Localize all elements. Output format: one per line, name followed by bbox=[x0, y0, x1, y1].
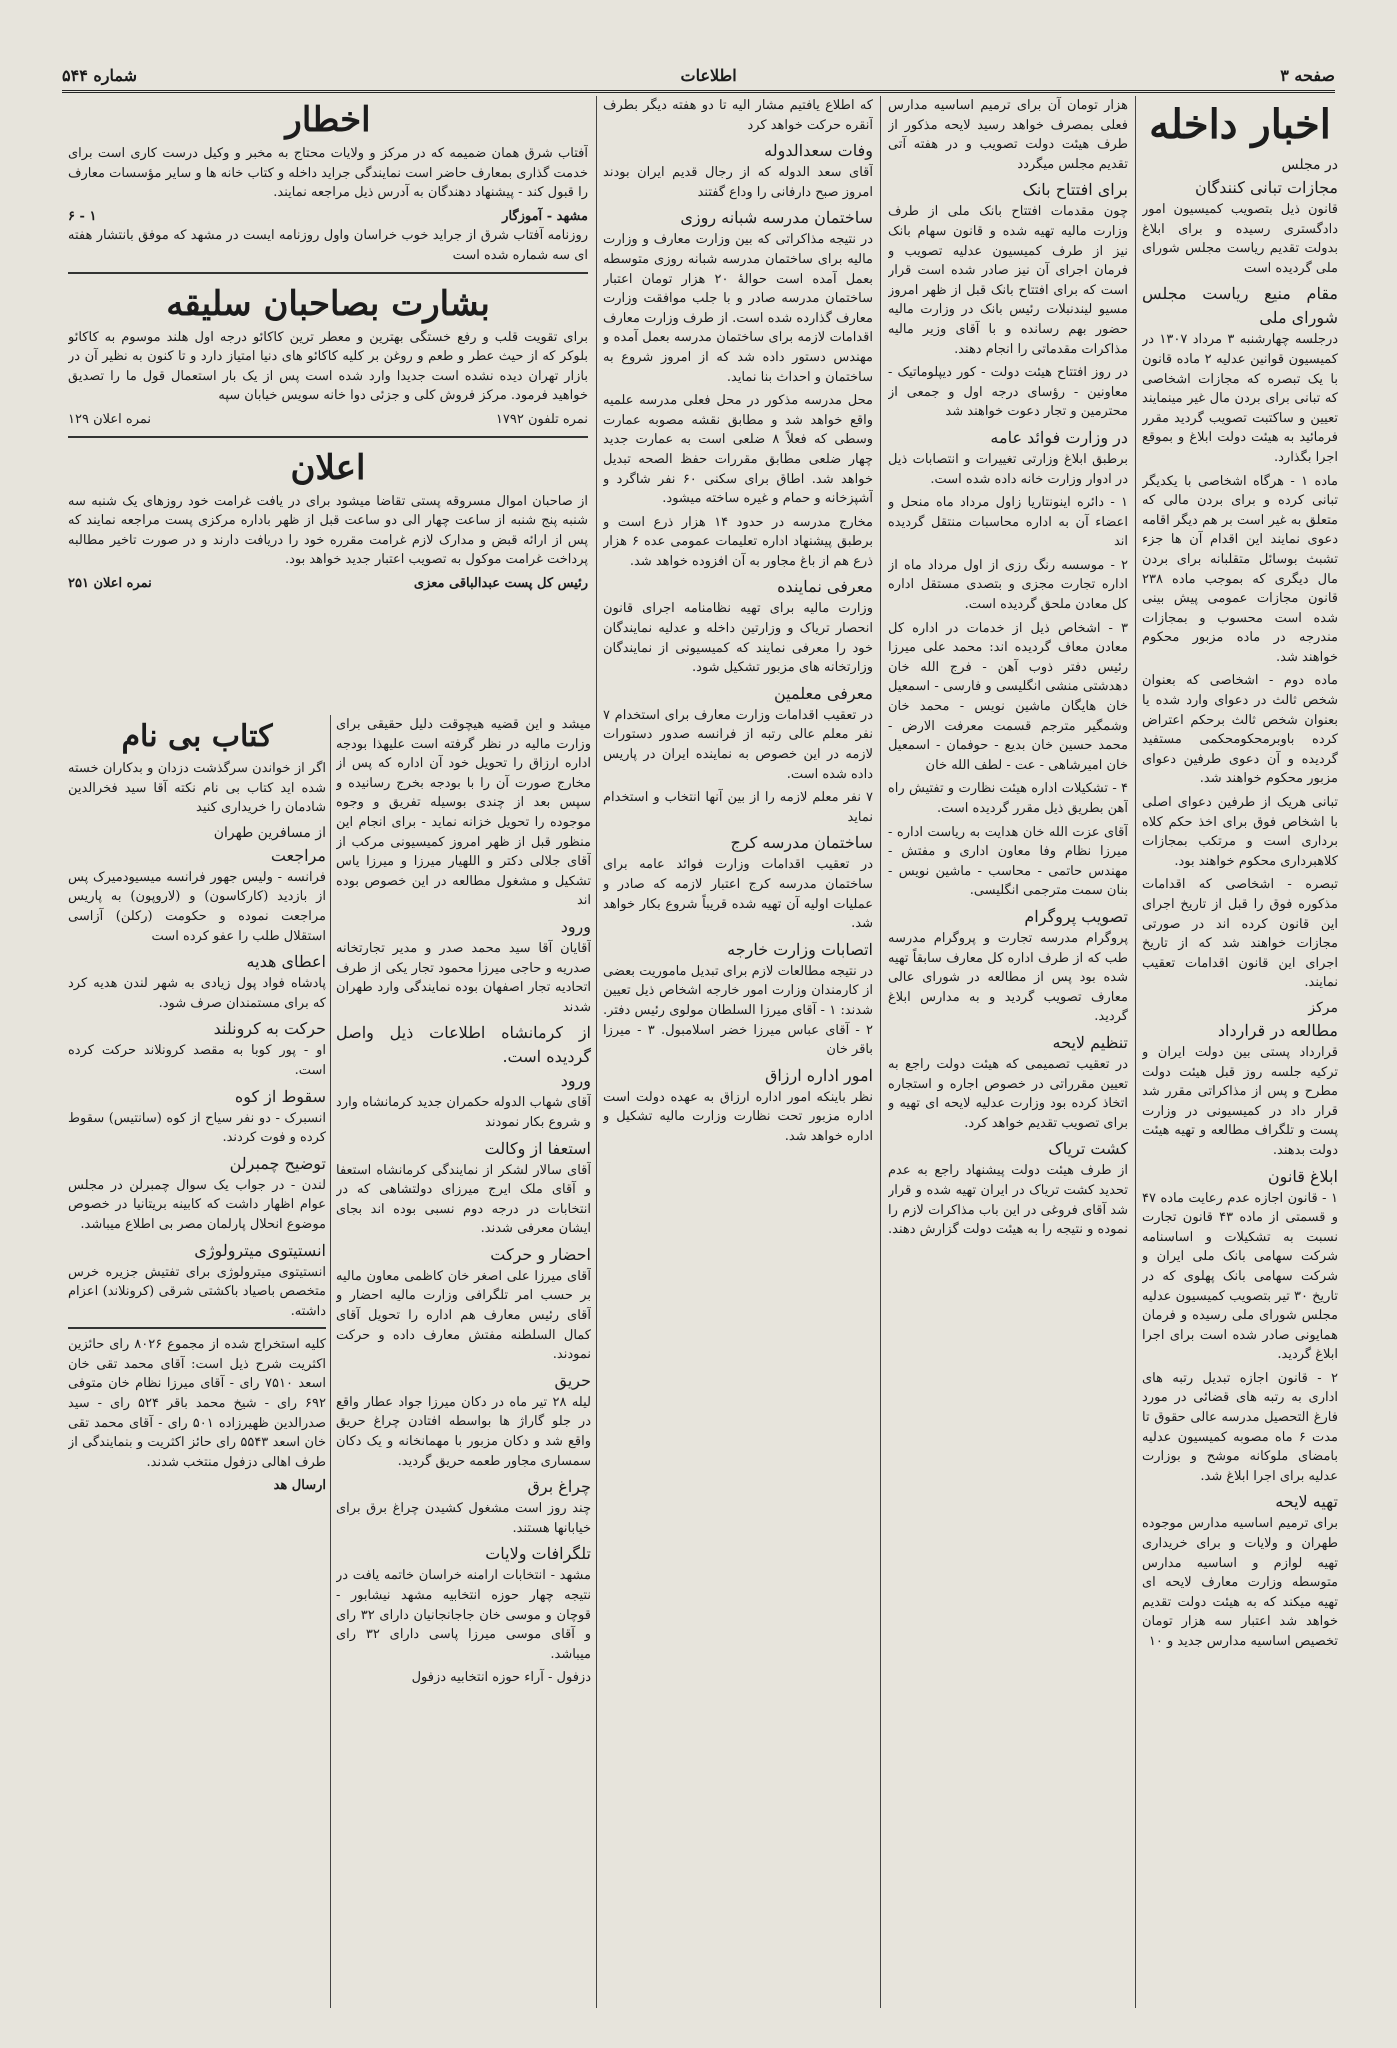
headline: مقام منیع ریاست مجلس شورای ملی bbox=[1142, 284, 1338, 328]
section-title: اخبار داخله bbox=[1149, 101, 1331, 148]
section-subtitle: مرکز bbox=[1308, 999, 1338, 1016]
paragraph: ۲ - موسسه رنگ رزی از اول مرداد ماه از اداره تجارت مجزی و بتصدی مستقل اداره کل معادن ملحق گردیده است. bbox=[888, 557, 1128, 613]
paragraph: او - پور کوبا به مقصد کرونلاند حرکت کرده است. bbox=[68, 1043, 326, 1078]
paragraph: در تعقیب اقدامات وزارت معارف برای استخدام ۷ نفر معلم عالی رتبه از فرانسه صدور دستورات لازمه در این خصوص به نماینده ایران در پاریس داده شده است. bbox=[603, 707, 873, 782]
column-divider bbox=[596, 96, 597, 2008]
headline: چراغ برق bbox=[527, 1477, 591, 1497]
paragraph: فرانسه - ولیس جهور فرانسه میسیودمیرک پس از بازدید (کارکاسون) و (لاروپون) به پاریس مراجعت نموده و حکومت (رکلن) آزاسی استقلال طلب را عفو کرده است bbox=[68, 869, 326, 944]
headline: کشت تریاک bbox=[1048, 1139, 1128, 1159]
paragraph: نظر باینکه امور اداره ارزاق به عهده دولت است اداره مزبور تحت نظارت وزارت مالیه تشکیل و اداره خواهد شد. bbox=[603, 1089, 873, 1144]
headline: اعطای هدیه bbox=[246, 952, 326, 972]
paragraph: ۱ - قانون اجازه عدم رعایت ماده ۴۷ و قسمتی از ماده ۴۳ قانون تجارت نسبت به تشکیلات و اساسنامه شرکت سهامی بانک ملی ایران و شرکت سهامی بانک پهلوی که در تاریخ ۳۰ تیر بتصویب کمیسیون عدلیه مجلس شورای ملی رسیده و فرمان همایونی صادر شده است برای اجرا ابلاغ گردید. bbox=[1142, 1190, 1338, 1363]
issue-number: شماره ۵۴۴ bbox=[62, 65, 137, 85]
paragraph: لیله ۲۸ تیر ماه در دکان میرزا جواد عطار واقع در جلو گاراژ ها بواسطه افتادن چراغ حریق واقع شد و دکان مزبور با مهمانخانه و یک دکان سمساری مجاور طعمه حریق گردید. bbox=[336, 1394, 591, 1469]
divider bbox=[68, 1327, 326, 1329]
headline: انستیتوی میترولوژی bbox=[194, 1240, 326, 1260]
headline: مراجعت bbox=[270, 845, 326, 865]
paragraph: قانون ذیل بتصویب کمیسیون امور دادگستری رسیده و برای ابلاغ بدولت تقدیم ریاست مجلس شورای ملی گردیده است bbox=[1142, 202, 1338, 276]
paragraph: ۱ - دائره اینونتاریا زاول مرداد ماه منحل و اعضاء آن به اداره محاسبات منتقل گردیده اند bbox=[888, 495, 1128, 550]
paragraph: برای تقویت قلب و رفع خستگی بهترین و معطر ترین کاکائو درجه اول هلند موسوم به کاکائو بلوکر که از حیث عطر و طعم و روغن بر کلیه کاکائو های دنیا امتیاز دارد و تا کنون به نظیر آن در بازار تهران دیده نشده است جدیدا وارد شده است پس از یک بار استعمال قول ما را تصدیق خواهید فرمود. مرکز فروش کلی و جزئی دوا خانه سویس خیابان سپه bbox=[68, 329, 588, 404]
headline: در وزارت فوائد عامه bbox=[990, 427, 1128, 447]
headline: مطالعه در قرارداد bbox=[1217, 1020, 1338, 1040]
paragraph: پروگرام مدرسه تجارت و پروگرام مدرسه طب که از طرف اداره کل معارف سابقاً تهیه شده بود پس از مطالعه در شورای عالی معارف تصویب گردید و به مدارس ابلاغ گردید. bbox=[888, 930, 1128, 1025]
paragraph: ۲ - قانون اجازه تبدیل رتبه های اداری به رتبه های قضائی در مورد فارغ التحصیل مدرسه عالی حقوق تا مدت ۶ ماه مصوبه کمیسیون عدلیه بامضای ملوکانه موشح و بوزارت عدلیه برای اجرا ابلاغ شد. bbox=[1142, 1370, 1338, 1484]
paper-name: اطلاعات bbox=[680, 65, 737, 85]
paragraph: آقای سالار لشکر از نمایندگی کرمانشاه استعفا و آقای ملک ایرج میرزای دولتشاهی که در انتخابات در درجه دوم نسبی بوده اند بجای ایشان معرفی شدند. bbox=[336, 1162, 591, 1237]
ad-numbers bbox=[68, 410, 588, 430]
ad-title: اعلان bbox=[290, 447, 366, 488]
divider bbox=[68, 272, 588, 274]
page-header bbox=[62, 60, 1335, 90]
paragraph: وزارت مالیه برای تهیه نظامنامه اجرای قانون انحصار تریاک و وزارتین داخله و عدلیه نمایندگان خود را معرفی نمایند که کمیسیونی از نمایندگان وزارتخانه های مزبور تشکیل شود. bbox=[603, 601, 873, 676]
ad-title: کتاب بی نام bbox=[121, 719, 273, 754]
column-provinces bbox=[336, 715, 591, 2030]
paragraph: آقای عزت الله خان هدایت به ریاست اداره - میرزا نظام وفا معاون اداری و مفتش - مهندس حاتمی - محاسب - ماشین نویس - بنان سمت مترجمی انگلیسی. bbox=[888, 824, 1128, 899]
signature-row bbox=[68, 207, 588, 227]
headline: وفات سعدالدوله bbox=[764, 141, 873, 161]
column-divider bbox=[880, 96, 881, 2008]
paragraph: کلیه استخراج شده از مجموع ۸۰۲۶ رای حائزین اکثریت شرح ذیل است: آقای محمد تقی خان اسعد ۷۵۱۰ رای - آقای میرزا نظام خان متوفی ۶۹۲ رای - شیخ محمد باقر ۵۲۴ رای - سید صدرالدین ظهیرزاده ۵۰۱ رای - آقای محمد تقی خان اسعد ۵۵۴۳ رای حائز اکثریت و بنمایندگی از طرف اهالی دزفول منتخب شدند. bbox=[68, 1337, 326, 1470]
header-rule bbox=[62, 90, 1335, 93]
headline: حریق bbox=[554, 1370, 591, 1390]
paragraph: از صاحبان اموال مسروقه پستی تقاضا میشود برای در یافت غرامت خود روزهای یک شنبه سه شنبه پنج شنبه از ساعت چهار الی دو ساعت قبل از ظهر باداره مرکزی پست مراجعه نمایند که پس از ارائه قبض و مدارک لازم غرامت مقرره خود را دریافت دارند و در صورت تاخیر مطالبه پرداخت غرامت موکول به تصویب اعتبار جدید خواهد بود. bbox=[68, 493, 588, 568]
paragraph: برطبق ابلاغ وزارتی تغییرات و انتصابات ذیل در ادوار وزارت خانه داده شده است. bbox=[888, 451, 1128, 487]
headline: اتصابات وزارت خارجه bbox=[727, 939, 873, 959]
headline: ورود bbox=[560, 1071, 591, 1091]
paragraph: انستیتوی میترولوژی برای تفتیش جزیره خرس متخصص باصیاد باکشتی شرقی (کرونلاند) اعزام داشته. bbox=[68, 1264, 326, 1319]
paragraph: ۷ نفر معلم لازمه را از بین آنها انتخاب و استخدام نماید bbox=[603, 790, 873, 825]
paragraph: محل مدرسه مذکور در محل فعلی مدرسه علمیه واقع خواهد شد و مطابق نقشه مصوبه عمارت وسطی که فعلاً ۸ ضلعی است به عمارت جدید چهار ضلعی مطابق مقررات حفظ الصحه تبدیل خواهد شد. اطاق برای سکنی ۶۰ نفر شاگرد و آشپزخانه و حمام و غیره ساخته میشود. bbox=[603, 393, 873, 507]
paragraph: چند روز است مشغول کشیدن چراغ برق برای خیابانها هستند. bbox=[336, 1501, 591, 1536]
headline: تلگرافات ولایات bbox=[485, 1544, 591, 1564]
paragraph: مشهد - انتخابات ارامنه خراسان خاتمه یافت در نتیجه چهار حوزه انتخابیه مشهد نیشابور - قوچان و موسی خان جاجانجانیان دارای ۳۲ رای و آقای موسی میرزا پاسی دارای ۳۲ رای میباشد. bbox=[336, 1568, 591, 1662]
divider bbox=[68, 436, 588, 438]
headline: ساختمان مدرسه شبانه روزی bbox=[680, 208, 873, 228]
headline: برای افتتاح بانک bbox=[1022, 180, 1128, 200]
headline: از کرمانشاه اطلاعات ذیل واصل گردیده است. bbox=[336, 1023, 591, 1067]
paragraph: ۴ - تشکیلات اداره هیئت نظارت و تفتیش راه آهن بطریق ذیل مقرر گردیده است. bbox=[888, 781, 1128, 816]
ad-number: نمره اعلان ۱۲۹ bbox=[68, 411, 152, 427]
column-divider bbox=[1135, 96, 1136, 2008]
paragraph: قرارداد پستی بین دولت ایران و ترکیه جلسه روز قبل هیئت دولت مطرح و پس از مذاکراتی مقرر شد قرار داد در کمیسیونی در وزارت پست و تلگراف مطالعه و تهیه هیئت دولت بدهند. bbox=[1142, 1044, 1338, 1158]
paragraph: چون مقدمات افتتاح بانک ملی از طرف وزارت مالیه تهیه شده و قانون سهام بانک نیز از طرف کمیسیون عدلیه تصویب و فرمان اجرای آن نیز صادر شده است قرار است که برای افتتاح بانک قبل از ظهر امروز مسیو لیندنبلات رئیس بانک در وزارت مالیه حضور بهم رسانده و با آقای وزیر مالیه مذاکرات مقدماتی را انجام دهند. bbox=[888, 204, 1128, 357]
ad-title: بشارت بصاحبان سلیقه bbox=[166, 283, 490, 324]
paragraph: ماده دوم - اشخاصی که بعنوان شخص ثالث در دعوای وارد شده یا بعنوان شخص ثالث برحکم اعتراض کرده باوبرمحکومحکمی مستفید گردیده و آن دعوی طرفین دعوای مزبور محکوم خواهند شد. bbox=[1142, 673, 1338, 787]
paragraph: در تعقیب تصمیمی که هیئت دولت راجع به تعیین مقرراتی در خصوص اجاره و استجاره اتخاذ کرده بود وزارت عدلیه لایحه ای تهیه و برای تصویب تقدیم خواهد کرد. bbox=[888, 1056, 1128, 1131]
paragraph: از طرف هیئت دولت پیشنهاد راجع به عدم تحدید کشت تریاک در ایران تهیه شده و قرار شد آقای فروغی در این باب مذاکرات لازم را نموده و نتیجه را به هیئت دولت گزارش دهند. bbox=[888, 1163, 1128, 1238]
phone-number: نمره تلفون ۱۷۹۲ bbox=[495, 411, 588, 427]
paragraph: درجلسه چهارشنبه ۳ مرداد ۱۳۰۷ در کمیسیون قوانین عدلیه ۲ ماده قانون با یک تبصره که مجازات اشخاصی که تبانی برای بردن مال غیر مینمایند تعیین و ساکتبت تصویب گردید مقرر فرمائید به هیئت دولت ابلاغ و بموقع اجرا بگذارد. bbox=[1142, 332, 1338, 465]
paragraph: برای ترمیم اساسیه مدارس موجوده طهران و ولایات و برای خریداری تهیه لوازم و اساسیه مدارس متوسطه وزارت معارف لایحه ای تهیه میکند که به هیئت دولت تقدیم خواهد شد اعتبار سه هزار تومان تخصیص اساسیه مدارس جدید و ۱۰ bbox=[1142, 1516, 1338, 1649]
column-domestic-news bbox=[1142, 96, 1338, 2031]
headline: حرکت به کرونلند bbox=[213, 1019, 326, 1039]
paragraph: مخارج مدرسه در حدود ۱۴ هزار ذرع است و برطبق پیشنهاد اداره تعلیمات عمومی عده ۶ هزار ذرع هم از باغ مجاور به آن افزوده خواهد شد. bbox=[603, 514, 873, 569]
ad-number: نمره اعلان ۲۵۱ bbox=[68, 575, 152, 591]
paragraph: میشد و این قضیه هیچوقت دلیل حقیقی برای وزارت مالیه در نظر گرفته است علیهذا بودجه اداره ارزاق را تحویل خود آن اداره که پس از مخارج صورت آن را با بودجه بخرج رسانیده و سپس بعد از چندی بوسیله تفریق و وجوه موجوده را تحویل خزانه نماید - برای انجام این منظور قبل از ظهر امروز کمیسیونی مرکب از آقای جلالی دکتر و اللهیار میرزا و میرزا یاس تشکیل و مشغول مطالعه در این خصوص بوده اند bbox=[336, 717, 591, 909]
page-number: صفحه ۳ bbox=[1280, 65, 1335, 85]
section-subtitle: در مجلس bbox=[1281, 157, 1338, 173]
headline: استعفا از وکالت bbox=[484, 1138, 591, 1158]
paragraph: انسبرک - دو نفر سیاح از کوه (سانتیس) سقوط کرده و فوت کردند. bbox=[68, 1110, 326, 1146]
paragraph: در نتیجه مطالعات لازم برای تبدیل ماموریت بعضی از کارمندان وزارت امور خارجه اشخاص ذیل تعیین شدند: ۱ - آقای میرزا السلطان مولوی رئیس دفتر. ۲ - آقای عباس میرزا خضر اسلامبول. ۳ - میرزا باقر خان bbox=[603, 963, 873, 1058]
paragraph: در روز افتتاح هیئت دولت - کور دیپلوماتیک - معاونین - رؤسای درجه اول و جمعی از محترمین و تجار دعوت خواهند شد bbox=[888, 365, 1128, 420]
paragraph: تبانی هریک از طرفین دعوای اصلی با اشخاص فوق برای اخذ حکم کلاه برداری است و مرتکب بمجازات کلاهبرداری محکوم خواهند بود. bbox=[1142, 795, 1338, 869]
column-foreign-news bbox=[68, 715, 326, 2030]
signature-row bbox=[68, 574, 588, 594]
paragraph: دزفول - آراء حوزه انتخابیه دزفول bbox=[411, 1670, 591, 1686]
paragraph: هزار تومان آن برای ترمیم اساسیه مدارس فعلی بمصرف خواهد رسید لایحه مذکور از طرف هیئت دولت تصویب و در هفته آتی تقدیم مجلس میگردد bbox=[888, 98, 1128, 172]
ads-block bbox=[68, 96, 588, 711]
headline: مجازات تبانی کنندگان bbox=[1194, 178, 1338, 197]
paragraph: لندن - در جواب یک سوال چمبرلن در مجلس عوام اظهار داشت که کابینه بریتانیا در خصوص موضوع انحلال پارلمان مصر بی اطلاع میباشد. bbox=[68, 1177, 326, 1232]
paragraph: آقای سعد الدوله که از رجال قدیم ایران بودند امروز صبح دارفانی را وداع گفتند bbox=[603, 165, 873, 200]
paragraph: ماده ۱ - هرگاه اشخاصی با یکدیگر تبانی کرده و برای بردن مالی که متعلق به غیر است بر هم دیگر اقامه دعوی نمایند این اقدام آن ها جزء تشبث بوسائل متقلبانه برای بردن مال دیگری که بموجب ماده ۲۳۸ قانون مجازات عمومی پیش بینی شده است محسوب و بمجازات مندرجه در ماده مزبور محکوم خواهند شد. bbox=[1142, 473, 1338, 665]
headline: معرفی نماینده bbox=[777, 577, 873, 597]
paragraph: تبصره - اشخاصی که اقدامات مذکوره فوق را قبل از تاریخ اجرای این قانون کرده اند در صورتی مجازات خواهند شد که از تاریخ اجرای این قانون اقدامات تعقیب نمایند. bbox=[1142, 877, 1338, 991]
column-divider bbox=[330, 715, 331, 2008]
headline: تهیه لایحه bbox=[1275, 1492, 1338, 1512]
signature: مشهد - آموزگار bbox=[502, 208, 588, 224]
headline: تنظیم لایحه bbox=[1052, 1032, 1128, 1052]
paragraph: که اطلاع یافتیم مشار الیه تا دو هفته دیگر بطرف آنقره حرکت خواهد کرد bbox=[603, 98, 873, 133]
paragraph: ۳ - اشخاص ذیل از خدمات در اداره کل معادن معاف گردیده اند: محمد علی میرزا رئیس دفتر ذوب آهن - فرج الله خان دهدشتی منشی انگلیسی و فارسی - اسمعیل خان هایگان ماشین نویس - محمد خان وشمگیر مترجم قسمت معرفت الارض - محمد حسین خان بدیع - حوفمان - اسمعیل خان امیرشاهی - عت - لطف الله خان bbox=[888, 620, 1128, 773]
ad-counter: ۱ - ۶ bbox=[68, 208, 97, 224]
paragraph: در تعقیب اقدامات وزارت فوائد عامه برای ساختمان مدرسه کرج اعتبار لازمه که صادر و عملیات اولیه آن تهیه شده قریباً شروع بکار خواهد شد. bbox=[603, 857, 873, 932]
headline: ساختمان مدرسه کرج bbox=[730, 833, 873, 853]
headline: معرفی معلمین bbox=[773, 683, 873, 703]
headline: احضار و حرکت bbox=[490, 1244, 591, 1264]
signature: رئیس کل پست عبدالباقی معزی bbox=[413, 575, 588, 591]
column-news-3 bbox=[603, 96, 873, 2031]
paragraph: آقای میرزا علی اصغر خان کاظمی معاون مالیه بر حسب امر تلگرافی وزارت مالیه احضار و آقای رئیس معارف هم اداره را تحویل آقای کمال السلطنه مفتش معارف داده و حرکت نمودند. bbox=[336, 1268, 591, 1363]
headline: ورود bbox=[560, 916, 591, 936]
headline: تصویب پروگرام bbox=[1024, 906, 1128, 926]
headline: ابلاغ قانون bbox=[1267, 1166, 1338, 1186]
headline: امور اداره ارزاق bbox=[764, 1065, 873, 1085]
headline: توضیح چمبرلن bbox=[229, 1153, 326, 1173]
paragraph: اگر از خواندن سرگذشت دزدان و بدکاران خسته شده اید کتاب بی نام نکته آقا سید فخرالدین شادمان را خریداری کنید bbox=[68, 761, 326, 816]
paragraph: در نتیجه مذاکراتی که بین وزارت معارف و وزارت مالیه برای ساختمان مدرسه شبانه روزی متوسطه بعمل آمده است حوالهٔ ۲۰ هزار تومان اعتبار ساختمان مدرسه صادر و با جلب موافقت وزارت معارف گذارده شده است. از طرف وزارت معارف اقدامات لازمه برای ساختمان مدرسه بعمل آمده و مهندس دستور داده شد که از امروز شروع به ساختمان و احداث بنا نماید. bbox=[603, 232, 873, 385]
paragraph: آقای شهاب الدوله حکمران جدید کرمانشاه وارد و شروع بکار نمودند bbox=[336, 1095, 591, 1130]
paragraph: روزنامه آفتاب شرق از جراید خوب خراسان واول روزنامه ایست در مشهد که موفق بانتشار هفته ای سه شماره شده است bbox=[68, 228, 588, 263]
paragraph: آفتاب شرق همان ضمیمه که در مرکز و ولایات محتاج به مخبر و وکیل درست کاری است برای خدمت گذاری بمعارف حاضر است نمایندگی جراید داخله و کتاب خانه ها و سایر مؤسسات معارف را قبول کند - پیشنهاد دهندگان به آدرس ذیل مراجعه نمایند. bbox=[68, 146, 588, 201]
ad-title: اخطار bbox=[285, 100, 371, 140]
paragraph: پادشاه فواد پول زیادی به شهر لندن هدیه کرد که برای مستمندان صرف شود. bbox=[68, 976, 326, 1011]
section-subtitle: از مسافرین طهران bbox=[213, 824, 326, 841]
column-news-2 bbox=[888, 96, 1128, 2031]
signature: ارسال هد bbox=[273, 1478, 326, 1494]
paragraph: آقایان آقا سید محمد صدر و مدیر تجارتخانه صدریه و حاجی میرزا محمود تجار یکی از طرف اتحادیه تجار اصفهان بوده نمایندگی وارد طهران شدند bbox=[336, 940, 591, 1015]
headline: سقوط از کوه bbox=[234, 1086, 326, 1106]
